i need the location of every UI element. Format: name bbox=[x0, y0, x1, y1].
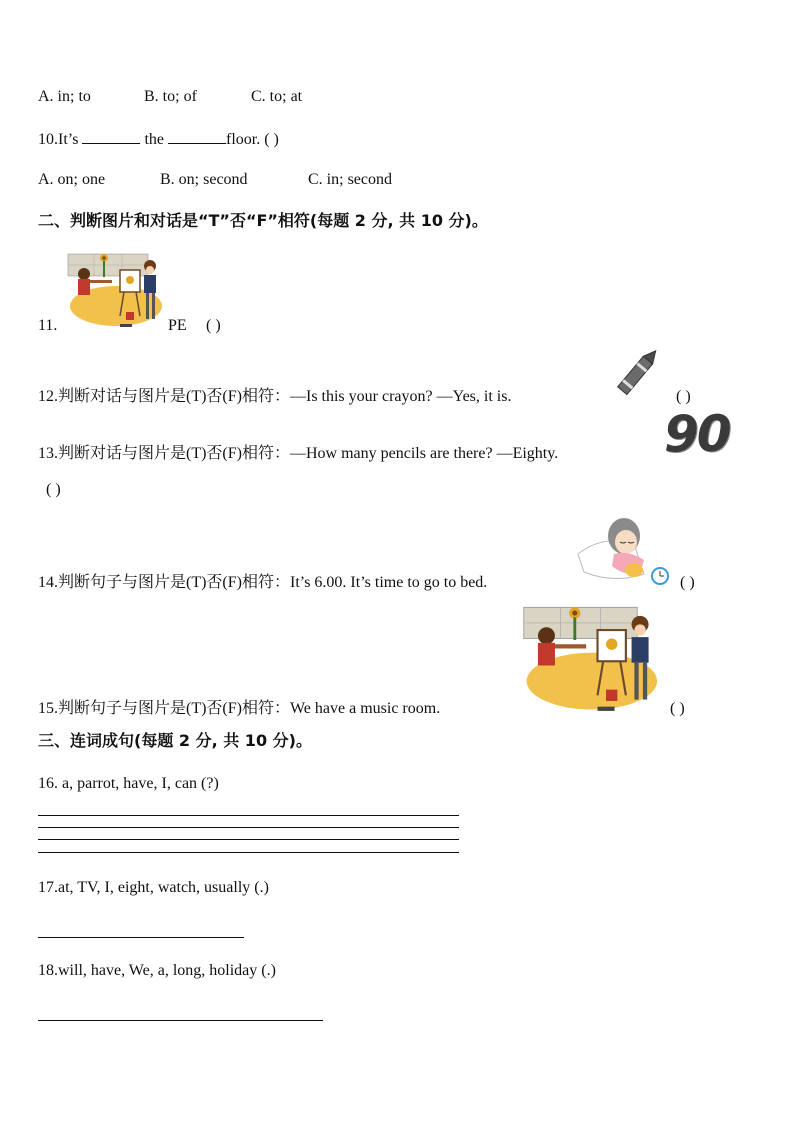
q12-answer-bracket[interactable]: ( ) bbox=[676, 388, 691, 405]
crayon-picture bbox=[606, 347, 664, 401]
section2-heading: 二、判断图片和对话是“T”否“F”相符(每题 2 分, 共 10 分)。 bbox=[38, 211, 488, 230]
number-picture: 90 bbox=[664, 405, 730, 463]
q9-option-c: C. to; at bbox=[251, 88, 303, 105]
q17-answer-line[interactable] bbox=[38, 937, 244, 938]
q12-text: 12.判断对话与图片是(T)否(F)相符：—Is this your crayon? —Yes, it is. bbox=[38, 388, 512, 405]
q10-stem bbox=[38, 129, 279, 150]
section3-heading: 三、连词成句(每题 2 分, 共 10 分)。 bbox=[38, 731, 312, 750]
q16-answer-line-1[interactable] bbox=[38, 815, 459, 816]
q10-option-c: C. in; second bbox=[308, 171, 392, 188]
q17-words: 17.at, TV, I, eight, watch, usually (.) bbox=[38, 879, 269, 896]
art-room-picture-large bbox=[514, 596, 664, 718]
q10-part3: floor. ( ) bbox=[226, 131, 279, 148]
q18-answer-line[interactable] bbox=[38, 1020, 323, 1021]
q10-option-b: B. on; second bbox=[160, 171, 248, 188]
q11-number: 11. bbox=[38, 317, 58, 334]
q11-word: PE bbox=[168, 317, 187, 334]
q10-option-a: A. on; one bbox=[38, 171, 106, 188]
art-room-picture-small bbox=[64, 246, 164, 332]
q15-text: 15.判断句子与图片是(T)否(F)相符：We have a music room. bbox=[38, 700, 441, 717]
q16-words: 16. a, parrot, have, I, can (?) bbox=[38, 775, 219, 792]
q9-option-b: B. to; of bbox=[144, 88, 197, 105]
q9-option-a: A. in; to bbox=[38, 88, 91, 105]
q10-blank-2[interactable] bbox=[168, 129, 226, 144]
q11-answer-bracket[interactable]: ( ) bbox=[206, 317, 221, 334]
q18-words: 18.will, have, We, a, long, holiday (.) bbox=[38, 962, 276, 979]
sleeping-girl-picture bbox=[574, 514, 674, 590]
q13-answer-bracket[interactable]: ( ) bbox=[46, 481, 61, 498]
q16-answer-line-4[interactable] bbox=[38, 852, 459, 853]
q13-text: 13.判断对话与图片是(T)否(F)相符：—How many pencils are there? —Eighty. bbox=[38, 445, 559, 462]
q10-blank-1[interactable] bbox=[82, 129, 140, 144]
q16-answer-line-2[interactable] bbox=[38, 827, 459, 828]
q14-text: 14.判断句子与图片是(T)否(F)相符：It’s 6.00. It’s time to go to bed. bbox=[38, 574, 488, 591]
q15-answer-bracket[interactable]: ( ) bbox=[670, 700, 685, 717]
q16-answer-line-3[interactable] bbox=[38, 839, 459, 840]
q14-answer-bracket[interactable]: ( ) bbox=[680, 574, 695, 591]
q10-part1: 10.It’s bbox=[38, 131, 79, 148]
q10-part2: the bbox=[144, 131, 164, 148]
